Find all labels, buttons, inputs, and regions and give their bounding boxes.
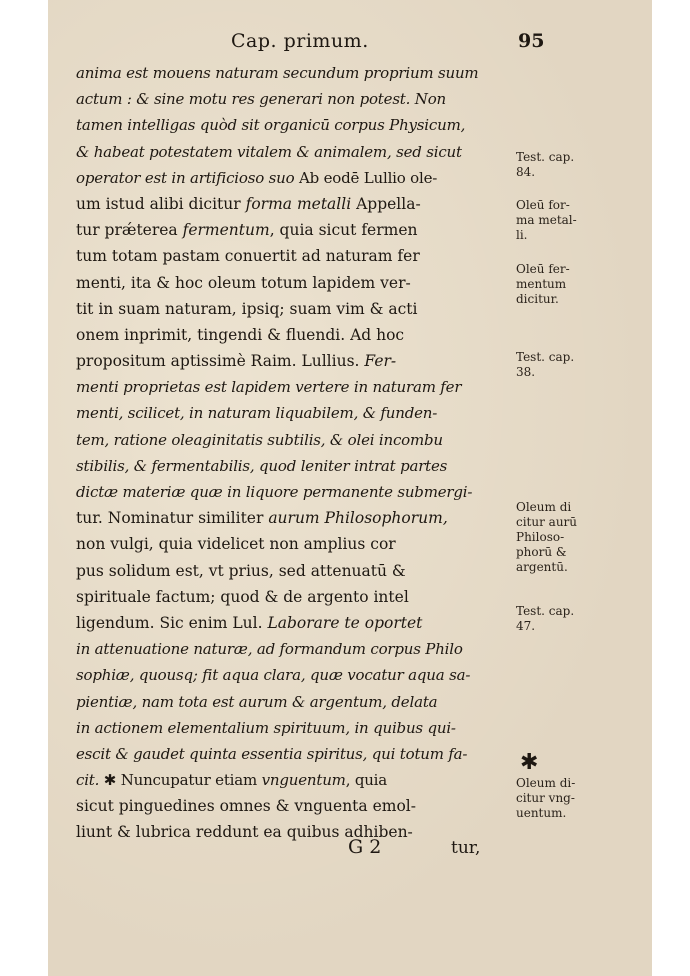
signature-mark: G 2	[348, 836, 382, 858]
margin-note: Test. cap. 47.	[516, 604, 575, 633]
text-line: liunt & lubrica reddunt ea quibus adhiben-	[76, 823, 413, 842]
text-line: anima est mouens naturam secundum proprium suum	[76, 64, 479, 82]
text-line: menti, scilicet, in naturam liquabilem, & funden-	[76, 404, 438, 423]
margin-note: Oleum di- citur vng- uentum.	[516, 776, 576, 820]
text-line: actum : & sine motu res generari non potest. Non	[76, 90, 446, 109]
text-line: & habeat potestatem vitalem & animalem, sed sicut	[76, 142, 462, 161]
margin-note: Oleum di citur aurū Philoso- phorū & argentū.	[516, 500, 578, 574]
margin-note: Test. cap. 84.	[516, 150, 575, 179]
text-line: onem inprimit, tingendi & fluendi. Ad hoc	[76, 325, 405, 344]
text-line: spirituale factum; quod & de argento intel	[76, 587, 409, 606]
main-text-block	[76, 60, 520, 846]
text-line: tit in suam naturam, ipsiq; suam vim & acti	[76, 299, 418, 318]
text-line: pientiæ, nam tota est aurum & argentum, delata	[76, 692, 438, 711]
page-number: 95	[518, 30, 545, 52]
text-line: propositum aptissimè Raim. Lullius. Fer-	[76, 352, 397, 371]
text-line: in attenuatione naturæ, ad formandum corpus Philo	[76, 640, 463, 659]
text-line: pus solidum est, vt prius, sed attenuatū &	[76, 561, 406, 580]
text-line: tur prǽterea fermentum, quia sicut fermen	[76, 221, 418, 240]
text-line: tur. Nominatur similiter aurum Philosophorum,	[76, 509, 448, 528]
page-footer	[48, 836, 652, 866]
running-head	[48, 30, 652, 58]
text-line: cit. ✱ Nuncupatur etiam vnguentum, quia	[76, 771, 388, 790]
text-line: dictæ materiæ quæ in liquore permanente submergi-	[76, 483, 473, 501]
text-line: sophiæ, quousq; fit aqua clara, quæ vocatur aqua sa-	[76, 666, 471, 685]
text-line: non vulgi, quia videlicet non amplius cor	[76, 535, 396, 554]
text-line: tem, ratione oleaginitatis subtilis, & olei incombu	[76, 430, 443, 449]
text-line: ligendum. Sic enim Lul. Laborare te oportet	[76, 613, 423, 632]
text-line: in actionem elementalium spirituum, in quibus qui-	[76, 718, 456, 737]
margin-note: Test. cap. 38.	[516, 350, 575, 379]
text-line: tum totam pastam conuertit ad naturam fer	[76, 247, 420, 266]
text-line: tamen intelligas quòd sit organicū corpus Physicum,	[76, 116, 466, 135]
text-line: sicut pinguedines omnes & vnguenta emol-	[76, 797, 416, 816]
text-line: menti, ita & hoc oleum totum lapidem ver-	[76, 273, 411, 292]
text-line: um istud alibi dicitur forma metalli Appella-	[76, 194, 421, 213]
text-line: operator est in artificioso suo Ab eodē Lullio ole-	[76, 168, 438, 187]
margin-note: Oleū for- ma metal- li.	[516, 198, 577, 242]
margin-note: Oleū fer- mentum dicitur.	[516, 262, 570, 306]
asterisk-mark: ✱	[520, 750, 539, 775]
text-line: menti proprietas est lapidem vertere in naturam fer	[76, 378, 462, 397]
text-line: escit & gaudet quinta essentia spiritus, qui totum fa-	[76, 744, 468, 763]
chapter-title: Cap. primum.	[231, 30, 369, 52]
catchword: tur,	[451, 838, 481, 858]
book-page	[48, 0, 652, 976]
text-line: stibilis, & fermentabilis, quod leniter intrat partes	[76, 456, 448, 475]
